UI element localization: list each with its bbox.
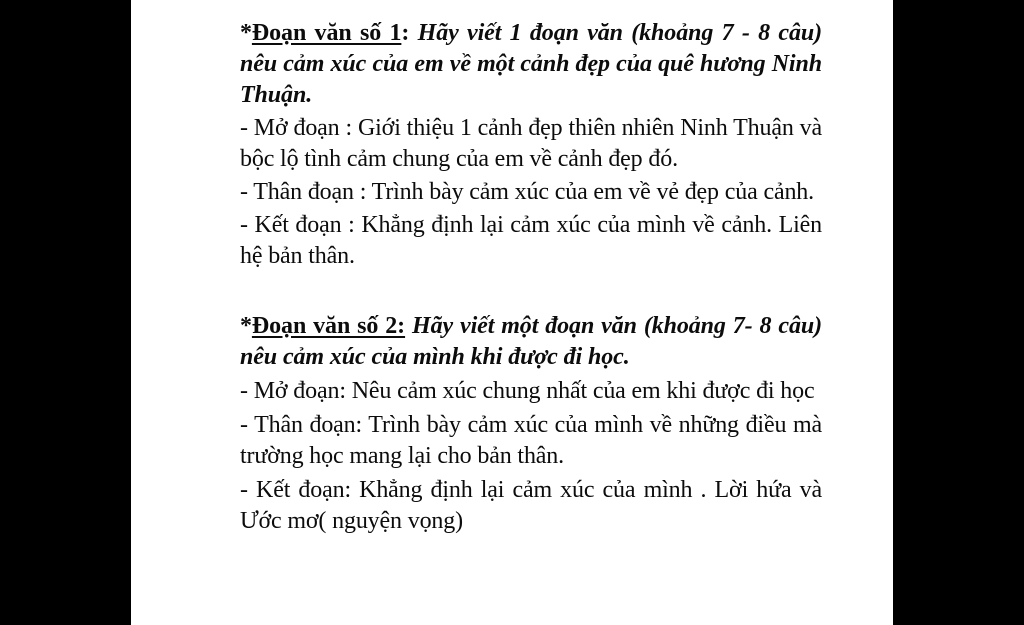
section-2-prefix: * [240, 313, 252, 339]
section-2-label-suffix [405, 313, 412, 339]
section-paragraph-1 [240, 18, 822, 272]
section-2-item-body: - Thân đoạn: Trình bày cảm xúc của mình về những điều mà trường học mang lại cho bản thân. [240, 412, 822, 469]
section-1-item-close: - Kết đoạn : Khẳng định lại cảm xúc của mình về cảnh. Liên hệ bản thân. [240, 212, 822, 269]
section-1-label: Đoạn văn số 1 [251, 20, 402, 46]
section-paragraph-2 [240, 311, 822, 537]
document-content [240, 18, 822, 537]
document-page [131, 0, 893, 625]
section-1-prompt: Hãy viết 1 đoạn văn (khoảng 7 - 8 câu) nêu cảm xúc của em về một cảnh đẹp của quê hương Ninh Thuận. [240, 20, 822, 108]
section-2-item-close: - Kết đoạn: Khẳng định lại cảm xúc của mình . Lời hứa và Ước mơ( nguyện vọng) [240, 477, 822, 534]
section-2-item-open: - Mở đoạn: Nêu cảm xúc chung nhất của em khi được đi học [240, 378, 815, 404]
section-2-heading [240, 311, 822, 373]
section-1-item-body: - Thân đoạn : Trình bày cảm xúc của em về vẻ đẹp của cảnh. [240, 179, 815, 205]
section-1-heading [240, 18, 822, 111]
section-1-label-suffix: : [401, 20, 418, 46]
section-2-label: Đoạn văn số 2: [251, 313, 406, 339]
section-1-prefix: * [240, 20, 252, 46]
section-2-prompt: Hãy viết một đoạn văn (khoảng 7- 8 câu) nêu cảm xúc của mình khi được đi học. [240, 313, 822, 370]
section-1-item-open: - Mở đoạn : Giới thiệu 1 cảnh đẹp thiên nhiên Ninh Thuận và bộc lộ tình cảm chung của em về cảnh đẹp đó. [240, 115, 822, 172]
